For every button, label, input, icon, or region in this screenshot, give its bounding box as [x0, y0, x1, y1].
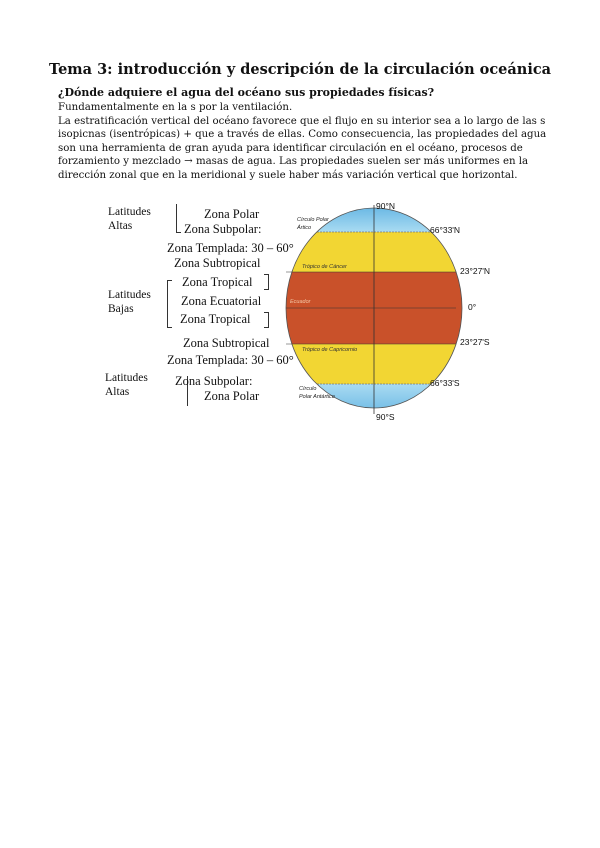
- body-paragraph: La estratificación vertical del océano favorece que el flujo en su interior sea a lo largo de las s isopicnas (isentrópicas) + que a través de ellas. Como consecuencia, las propiedades del agua son una herramienta de gran ayuda para identificar circulación en el océano, procesos de forzamiento y mezclado → masas de agua. Las propiedades suelen ser más uniformes en la dirección zonal que en la meridional y suele haber más variación vertical que horizontal.: [58, 116, 547, 181]
- zone-subpolar-north: Zona Subpolar:: [184, 222, 262, 236]
- intro-line: Fundamentalmente en la s por la ventilación.: [58, 102, 293, 113]
- label-latitudes-altas-bottom: Latitudes: [105, 372, 148, 384]
- capricorn-label: Trópico de Capricornio: [302, 347, 358, 353]
- cancer-latitude-label: 23°27'N: [460, 266, 491, 276]
- zone-subpolar-south: Zona Subpolar:: [175, 374, 253, 388]
- bracket-tropical-n: [264, 274, 269, 290]
- bracket-tropical-s: [264, 312, 269, 328]
- globe-diagram: [278, 200, 496, 425]
- bracket-high-north: [176, 204, 181, 233]
- arctic-circle-label-2: Ártico: [297, 225, 312, 231]
- arctic-circle-label-1: Círculo Polar: [297, 217, 329, 223]
- zone-polar-north: Zona Polar: [204, 207, 260, 221]
- arctic-latitude-label: 66°33'N: [430, 225, 461, 235]
- zone-subtropical-south: Zona Subtropical: [183, 336, 270, 350]
- label-altas-top: Altas: [108, 220, 133, 232]
- zone-subtropical-north: Zona Subtropical: [174, 256, 261, 270]
- zone-tropical-north: Zona Tropical: [182, 275, 253, 289]
- zone-ecuatorial: Zona Ecuatorial: [181, 294, 262, 308]
- zone-templada-south: Zona Templada: 30 – 60°: [167, 353, 294, 367]
- capricorn-latitude-label: 23°27'S: [460, 337, 490, 347]
- latitude-zones-figure: [103, 200, 496, 425]
- label-bajas: Bajas: [108, 303, 134, 315]
- equator-latitude-label: 0°: [468, 302, 477, 312]
- cancer-label: Trópico de Cáncer: [302, 264, 347, 270]
- antarctic-circle-label-1: Círculo: [299, 386, 317, 392]
- section-question: ¿Dónde adquiere el agua del océano sus propiedades físicas?: [58, 86, 435, 99]
- page-title: Tema 3: introducción y descripción de la circulación oceánica: [48, 61, 552, 78]
- zone-tropical-south: Zona Tropical: [180, 312, 251, 326]
- antarctic-circle-label-2: Polar Antártico: [299, 394, 335, 400]
- label-latitudes-bajas: Latitudes: [108, 289, 151, 301]
- bracket-low: [167, 280, 172, 328]
- label-altas-bottom: Altas: [105, 386, 130, 398]
- north-pole-label: 90°N: [376, 201, 395, 211]
- antarctic-latitude-label: 66°33'S: [430, 378, 460, 388]
- south-pole-label: 90°S: [376, 412, 395, 422]
- label-latitudes-altas-top: Latitudes: [108, 206, 151, 218]
- zone-polar-south: Zona Polar: [204, 389, 260, 403]
- zone-templada-north: Zona Templada: 30 – 60°: [167, 241, 294, 255]
- equator-label: Ecuador: [290, 299, 311, 305]
